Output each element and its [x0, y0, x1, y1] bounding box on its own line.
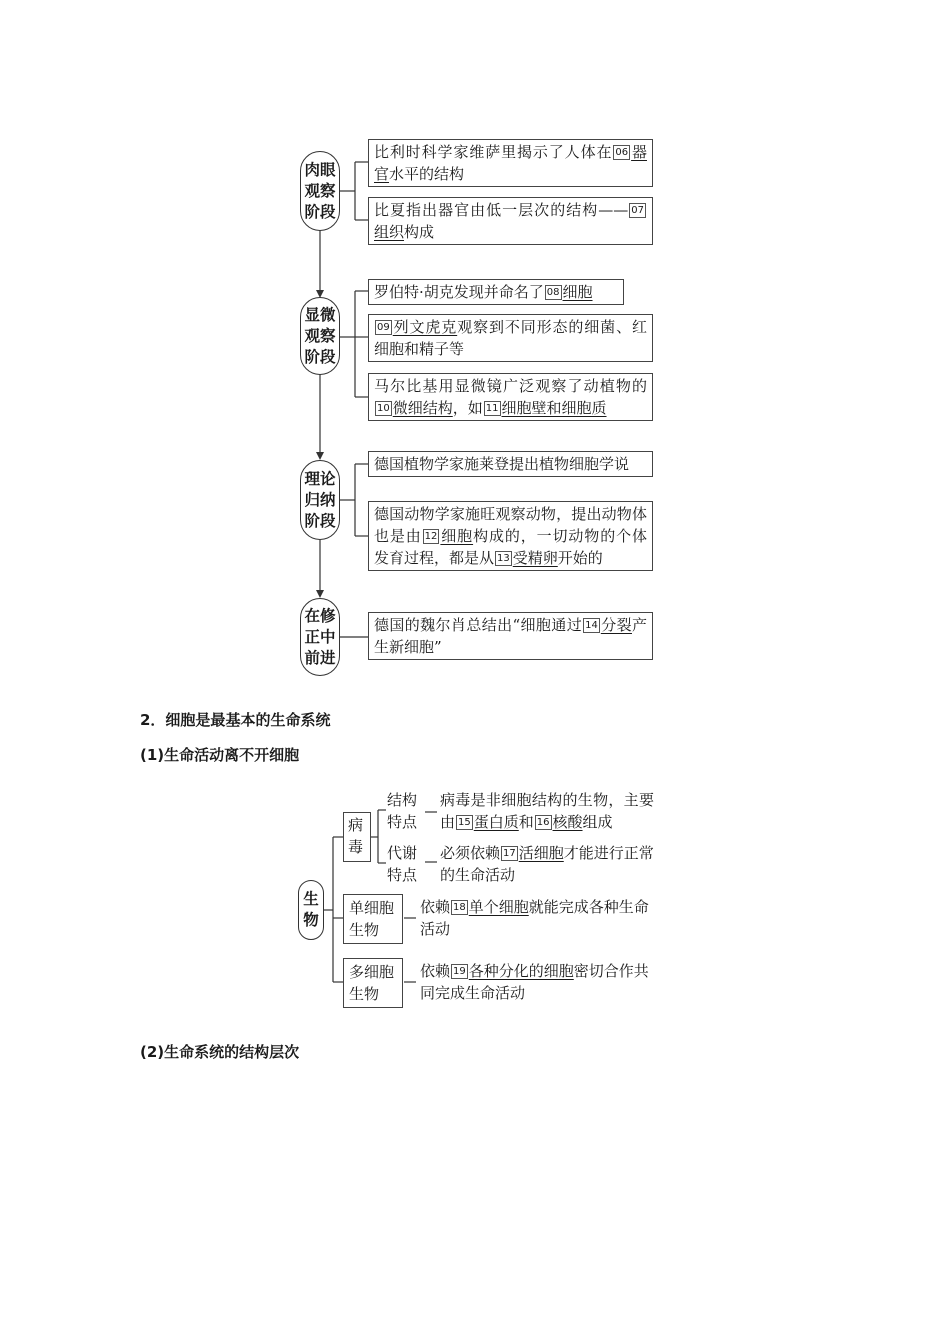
timeline-box-bichat [368, 197, 653, 245]
answer-text: 各种分化的细胞 [468, 962, 574, 980]
box-text: 比夏指出器官由低一层次的结构—— [374, 201, 629, 219]
organism-root-pill [298, 880, 324, 940]
desc-text: 和 [518, 813, 534, 831]
single-cell-text [420, 896, 654, 940]
root-label: 生物 [303, 890, 319, 929]
answer-text: 细胞壁和细胞质 [501, 399, 607, 417]
blank-number: 09 [377, 322, 390, 333]
box-text: 开始的 [557, 549, 603, 567]
virus-box [343, 812, 371, 862]
desc-text: 才能进行正常的生命活动 [440, 844, 654, 884]
box-text: 马尔比基用显微镜广泛观察了动植物的 [374, 377, 647, 395]
single-cell-label: 单细胞生物 [349, 899, 395, 939]
subsection-heading-1: (1)生命活动离不开细胞 [140, 746, 300, 764]
box-text: 产生新细胞” [374, 616, 647, 656]
answer-text: 分裂 [600, 616, 632, 634]
stage-pill-revision [300, 598, 340, 676]
timeline-box-leeuwenhoek [368, 314, 653, 362]
box-text: ，如 [452, 399, 483, 417]
answer-text: 受精卵 [512, 549, 558, 567]
answer-text: 器官 [374, 143, 647, 183]
stage-label: 肉眼观察阶段 [304, 160, 336, 221]
box-text: 德国植物学家施莱登提出植物细胞学说 [374, 455, 630, 473]
box-text: 观察到不同形态的细菌、红细胞和精子等 [374, 318, 647, 358]
answer-text: 核酸 [552, 813, 583, 831]
virus-label: 病毒 [348, 816, 364, 856]
single-cell-box [343, 894, 403, 944]
box-text: 水平的结构 [389, 165, 465, 183]
blank-number: 06 [615, 147, 629, 158]
timeline-box-hooke [368, 279, 624, 305]
timeline-box-malpighi [368, 373, 653, 421]
blank-number: 14 [585, 620, 598, 631]
timeline-box-schwann [368, 501, 653, 571]
stage-label: 在修正中前进 [304, 606, 336, 667]
blank-number: 12 [424, 531, 438, 542]
section-heading: 2．细胞是最基本的生命系统 [140, 711, 331, 729]
blank-number: 13 [497, 553, 510, 564]
desc-text: 就能完成各种生命活动 [420, 898, 649, 938]
blank-number: 11 [485, 403, 499, 414]
box-text: 德国动物学家施旺观察动物，提出动物体也是由 [374, 505, 647, 545]
virus-structure-label [387, 789, 425, 833]
box-text: 构成 [404, 223, 435, 241]
stage-pill-theory [300, 460, 340, 540]
blank-number: 19 [453, 966, 466, 977]
answer-text: 微细结构 [392, 399, 453, 417]
box-text: 比利时科学家维萨里揭示了人体在 [374, 143, 613, 161]
desc-text: 病毒是非细胞结构的生物，主要由 [440, 791, 654, 831]
desc-text: 密切合作共同完成生命活动 [420, 962, 649, 1002]
desc-text: 必须依赖 [440, 844, 501, 862]
answer-text: 细胞 [562, 283, 593, 301]
subsection-heading-2: (2)生命系统的结构层次 [140, 1043, 300, 1061]
answer-text: 单个细胞 [468, 898, 529, 916]
stage-label: 显微观察阶段 [304, 305, 336, 366]
blank-number: 18 [453, 902, 466, 913]
blank-number: 08 [546, 287, 560, 298]
blank-number: 07 [631, 205, 644, 216]
blank-number: 15 [458, 817, 471, 828]
virus-metabolism-label [387, 842, 425, 886]
timeline-box-schleiden [368, 451, 653, 477]
box-text: 构成的，一切动物的个体发育过程，都是从 [374, 527, 647, 567]
box-text: 罗伯特·胡克发现并命名了 [374, 283, 544, 301]
label-text: 结构特点 [387, 791, 418, 831]
stage-pill-naked-eye [300, 151, 340, 231]
answer-text: 组织 [374, 223, 405, 241]
virus-structure-text [440, 789, 654, 833]
stage-pill-microscope [300, 297, 340, 375]
label-text: 代谢特点 [387, 844, 418, 884]
answer-text: 细胞 [440, 527, 474, 545]
answer-text: 列文虎克 [392, 318, 458, 336]
blank-number: 17 [503, 848, 516, 859]
answer-text: 活细胞 [518, 844, 564, 862]
desc-text: 组成 [582, 813, 613, 831]
multi-cell-label: 多细胞生物 [349, 963, 395, 1003]
stage-label: 理论归纳阶段 [304, 469, 336, 530]
blank-number: 10 [377, 403, 390, 414]
multi-cell-text [420, 960, 654, 1004]
box-text: 德国的魏尔肖总结出“细胞通过 [374, 616, 583, 634]
multi-cell-box [343, 958, 403, 1008]
timeline-box-vesalius [368, 139, 653, 187]
desc-text: 依赖 [420, 962, 451, 980]
timeline-box-virchow [368, 612, 653, 660]
blank-number: 16 [536, 817, 550, 828]
virus-metabolism-text [440, 842, 654, 886]
desc-text: 依赖 [420, 898, 451, 916]
answer-text: 蛋白质 [473, 813, 519, 831]
